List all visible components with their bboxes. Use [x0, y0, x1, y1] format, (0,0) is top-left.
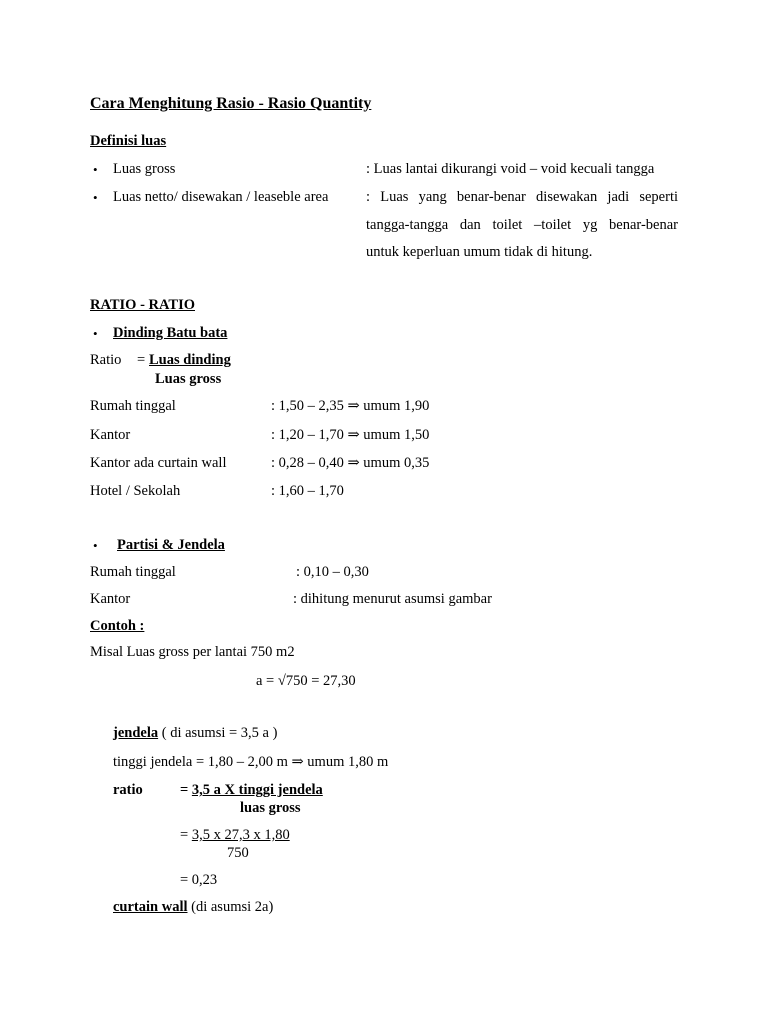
bullet-icon: • [93, 326, 98, 341]
contoh-heading: Contoh : [90, 618, 145, 634]
ratio-row-value: : 0,28 – 0,40 ⇒ umum 0,35 [271, 455, 430, 471]
partisi-row-value: : 0,10 – 0,30 [296, 564, 369, 580]
jendela-label: jendela [113, 725, 159, 741]
ratio-heading: RATIO - RATIO [90, 297, 195, 313]
ratio-row-label: Kantor [90, 427, 131, 443]
contoh-sqrt-line: a = √750 = 27,30 [256, 673, 356, 689]
bullet-icon: • [93, 538, 98, 553]
formula-denominator: Luas gross [155, 371, 222, 387]
bullet-icon: • [93, 190, 98, 205]
curtain-wall-note: (di asumsi 2a) [187, 899, 274, 915]
ratio-formula [180, 783, 323, 798]
curtain-wall-line [113, 900, 273, 915]
ratio-label: ratio [113, 782, 143, 798]
partisi-row-label: Kantor [90, 591, 131, 607]
ratio-row-value: : 1,60 – 1,70 [271, 483, 344, 499]
partisi-row-label: Rumah tinggal [90, 564, 176, 580]
step2-denominator: 750 [227, 845, 249, 861]
definisi-desc-line: : Luas yang benar-benar disewakan jadi seperti [366, 189, 678, 205]
ratio-row-value: : 1,50 – 2,35 ⇒ umum 1,90 [271, 398, 430, 414]
definisi-desc: : Luas lantai dikurangi void – void kecuali tangga [366, 161, 655, 177]
step2-equals: = [180, 827, 192, 843]
formula-numerator: Luas dinding [149, 352, 231, 368]
contoh-line: Misal Luas gross per lantai 750 m2 [90, 644, 295, 660]
partisi-heading: Partisi & Jendela [117, 537, 225, 553]
ratio-row-label: Kantor ada curtain wall [90, 455, 227, 471]
dinding-heading: Dinding Batu bata [113, 325, 228, 341]
ratio-equals: = [180, 782, 192, 798]
step2-numerator: 3,5 x 27,3 x 1,80 [191, 827, 290, 843]
jendela-line [113, 726, 277, 741]
ratio-row-label: Rumah tinggal [90, 398, 176, 414]
ratio-row-value: : 1,20 – 1,70 ⇒ umum 1,50 [271, 427, 430, 443]
result-line: = 0,23 [180, 872, 218, 888]
definisi-term: Luas netto/ disewakan / leaseble area [113, 189, 329, 205]
ratio-denominator: luas gross [240, 800, 301, 816]
definisi-desc-line: untuk keperluan umum tidak di hitung. [366, 244, 593, 260]
partisi-row-value: : dihitung menurut asumsi gambar [293, 591, 492, 607]
definisi-heading: Definisi luas [90, 133, 167, 149]
ratio-row-label: Hotel / Sekolah [90, 483, 181, 499]
curtain-wall-label: curtain wall [113, 899, 188, 915]
ratio-numerator: 3,5 a X tinggi jendela [191, 782, 323, 798]
page-title: Cara Menghitung Rasio - Rasio Quantity [90, 95, 372, 112]
jendela-note: ( di asumsi = 3,5 a ) [158, 725, 278, 741]
bullet-icon: • [93, 162, 98, 177]
step2-formula [180, 828, 290, 843]
formula-label: Ratio [90, 352, 122, 368]
definisi-term: Luas gross [113, 161, 176, 177]
tinggi-jendela-line: tinggi jendela = 1,80 – 2,00 m ⇒ umum 1,80 m [113, 754, 389, 770]
formula-equals: = [137, 352, 146, 368]
definisi-desc-line: tangga-tangga dan toilet –toilet yg benar-benar [366, 217, 678, 233]
